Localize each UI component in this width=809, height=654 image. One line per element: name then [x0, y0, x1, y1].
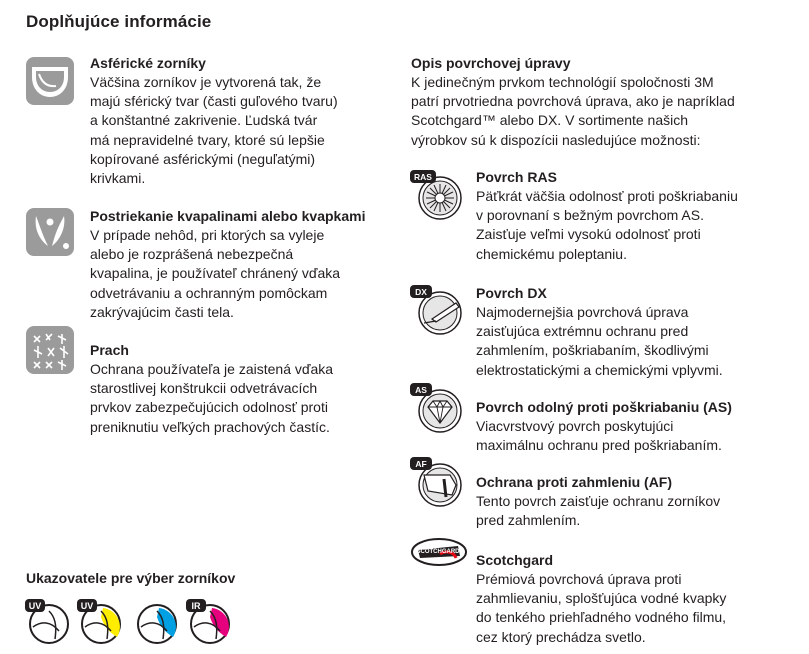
section-line: chemickému poleptaniu.: [476, 245, 627, 262]
ras-coating-icon: [410, 170, 464, 225]
section-line: Najmodernejšia povrchová úprava: [476, 304, 689, 320]
section-line: zakrývajúcim časti tela.: [90, 303, 234, 320]
blue-lens-icon: [133, 599, 181, 650]
section-line: Tento povrch zaisťuje ochranu zorníkov: [476, 493, 721, 509]
section-line: preniknutiu veľkých prachových častíc.: [90, 418, 330, 435]
section-line: v porovnaní s bežným povrchom AS.: [476, 207, 704, 224]
section-line: výrobkov sú k dispozícii nasledujúce možnosti:: [411, 131, 701, 148]
page-title: Doplňujúce informácie: [26, 12, 212, 31]
scotchgard-section: [476, 551, 726, 647]
coating-badge: AS: [415, 385, 427, 395]
surface-description-section: [411, 54, 735, 150]
lens-badge: UV: [28, 601, 42, 611]
section-line: krivkami.: [90, 170, 146, 187]
lens-badge: UV: [80, 601, 94, 611]
section-heading: Prach: [90, 342, 129, 358]
coating-badge: DX: [415, 287, 427, 297]
section-line: do tenkého priehľadného vodného filmu,: [476, 609, 727, 626]
section-heading: Povrch DX: [476, 285, 547, 301]
af-coating-section: [476, 473, 720, 530]
clear-lens-uv-icon: [25, 599, 73, 650]
section-heading: Asférické zorníky: [90, 55, 206, 71]
as-coating-section: [476, 398, 732, 455]
section-line: K jedinečným prvkom technológií spoločnosti 3M: [411, 74, 714, 90]
section-heading: Postriekanie kvapalinami alebo kvapkami: [90, 208, 366, 224]
section-line: kvapalina, je používateľ chránený vďaka: [90, 265, 341, 282]
dust-section: [90, 341, 333, 437]
section-line: Väčšina zorníkov je vytvorená tak, že: [90, 74, 322, 90]
dust-icon: [26, 326, 74, 374]
coating-badge: SCOTCHGARD: [416, 549, 460, 555]
section-heading: Povrch odolný proti poškriabaniu (AS): [476, 399, 732, 415]
section-line: cez ktorý prechádza svetlo.: [476, 628, 646, 645]
section-line: Päťkrát väčšia odolnosť proti poškriabaniu: [476, 188, 738, 204]
section-line: a konštantné zakrivenie. Ľudská tvár: [90, 112, 318, 129]
section-heading: Povrch RAS: [476, 169, 557, 185]
coating-badge: AF: [415, 459, 427, 469]
lens-badge: IR: [191, 601, 201, 611]
section-heading: Scotchgard: [476, 552, 554, 568]
section-heading: Opis povrchovej úpravy: [411, 55, 571, 71]
coating-badge: RAS: [414, 172, 432, 182]
section-line: kopírované asférickými (neguľatými): [90, 150, 316, 167]
section-line: Scotchgard™ alebo DX. V sortimente našich: [411, 112, 689, 129]
dx-coating-icon: [410, 285, 464, 340]
ras-coating-section: [476, 168, 738, 264]
section-line: patrí prvotriedna povrchová úprava, ako je napríklad: [411, 93, 735, 110]
as-coating-icon: [410, 383, 464, 438]
yellow-lens-uv-icon: [77, 599, 125, 650]
section-heading: Ochrana proti zahmleniu (AF): [476, 474, 673, 490]
section-line: zahmlievaniu, splošťujúca vodné kvapky: [476, 590, 727, 607]
section-line: Zaisťuje veľmi vysokú odolnosť proti: [476, 226, 701, 243]
section-line: elektrostatickými a chemickými vplyvmi.: [476, 361, 723, 378]
section-line: prvkov zabezpečujúcich odolnosť proti: [90, 399, 328, 416]
section-line: Ochrana používateľa je zaistená vďaka: [90, 361, 334, 377]
magenta-lens-ir-icon: [186, 599, 234, 650]
section-line: alebo je rozprášená nebezpečná: [90, 246, 294, 263]
section-line: V prípade nehôd, pri ktorých sa vyleje: [90, 227, 325, 243]
section-line: Prémiová povrchová úprava proti: [476, 571, 682, 587]
section-line: zahmlením, poškriabaním, škodlivými: [476, 342, 709, 359]
section-line: pred zahmlením.: [476, 512, 581, 529]
section-line: má nepravidelné tvary, ktoré sú lepšie: [90, 131, 325, 148]
liquid-splash-section: [90, 207, 365, 322]
af-coating-icon: [410, 457, 464, 512]
scotchgard-logo-icon: [410, 536, 468, 573]
section-line: Viacvrstvový povrch poskytujúci: [476, 418, 674, 434]
section-line: starostlivej konštrukcii odvetrávacích: [90, 380, 318, 397]
liquid-splash-icon: [26, 208, 74, 256]
dx-coating-section: [476, 284, 723, 380]
aspheric-lens-section: [90, 54, 338, 188]
section-line: maximálnu ochranu pred poškriabaním.: [476, 437, 722, 454]
section-line: odvetrávaniu a ochranným pomôckam: [90, 284, 328, 301]
aspheric-lens-icon: [26, 57, 74, 105]
section-line: zaisťujúca extrémnu ochranu pred: [476, 323, 689, 340]
lens-indicators-heading: Ukazovatele pre výber zorníkov: [26, 570, 236, 586]
section-line: majú sférický tvar (časti guľového tvaru): [90, 93, 338, 110]
